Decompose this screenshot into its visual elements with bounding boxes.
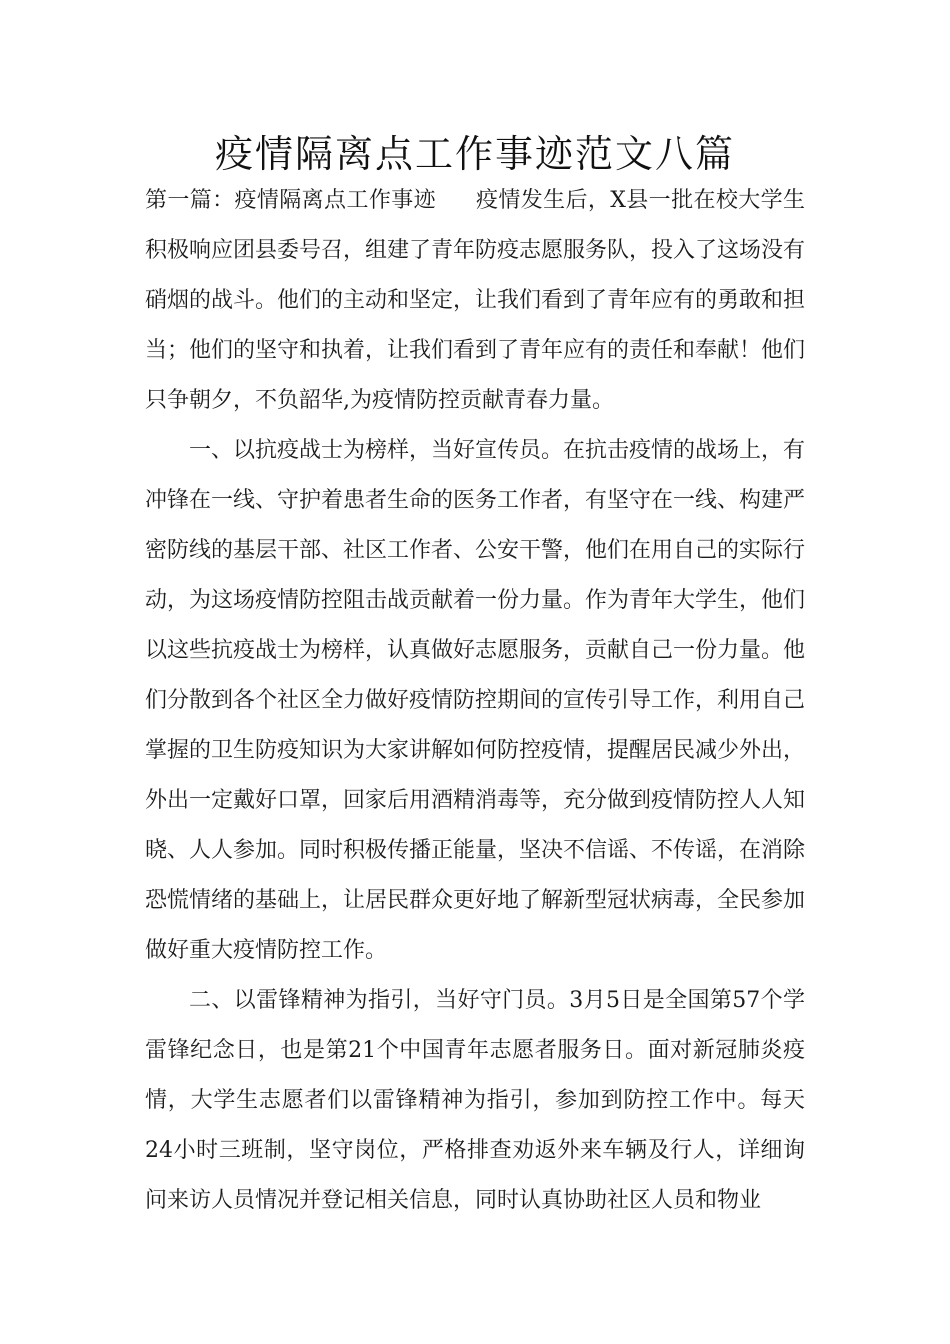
intro-text: 疫情发生后，X县一批在校大学生积极响应团县委号召，组建了青年防疫志愿服务队，投入了这场没有硝烟的战斗。他们的主动和坚定，让我们看到了青年应有的勇敢和担当；他们的坚守和执着，让我们看到了青年应有的责任和奉献！他们只争朝夕，不负韶华,为疫情防控贡献青春力量。 [145,188,806,413]
paragraph-2: 二、以雷锋精神为指引，当好守门员。3月5日是全国第57个学雷锋纪念日，也是第21个中国青年志愿者服务日。面对新冠肺炎疫情，大学生志愿者们以雷锋精神为指引，参加到防控工作中。每天24小时三班制，坚守岗位，严格排查劝返外来车辆及行人，详细询问来访人员情况并登记相关信息，同时认真协助社区人员和物业 [145,988,805,1213]
section-heading: 第一篇：疫情隔离点工作事迹 [145,188,436,213]
paragraph-1: 一、以抗疫战士为榜样，当好宣传员。在抗击疫情的战场上，有冲锋在一线、守护着患者生命的医务工作者，有坚守在一线、构建严密防线的基层干部、社区工作者、公安干警，他们在用自己的实际行动，为这场疫情防控阻击战贡献着一份力量。作为青年大学生，他们以这些抗疫战士为榜样，认真做好志愿服务，贡献自己一份力量。他们分散到各个社区全力做好疫情防控期间的宣传引导工作，利用自己掌握的卫生防疫知识为大家讲解如何防控疫情，提醒居民减少外出，外出一定戴好口罩，回家后用酒精消毒等，充分做到疫情防控人人知晓、人人参加。同时积极传播正能量，坚决不信谣、不传谣，在消除恐慌情绪的基础上，让居民群众更好地了解新型冠状病毒，全民参加做好重大疫情防控工作。 [145,438,806,963]
intro-paragraph [145,176,805,426]
document-body [145,176,805,1226]
document-title: 疫情隔离点工作事迹范文八篇 [214,132,735,176]
